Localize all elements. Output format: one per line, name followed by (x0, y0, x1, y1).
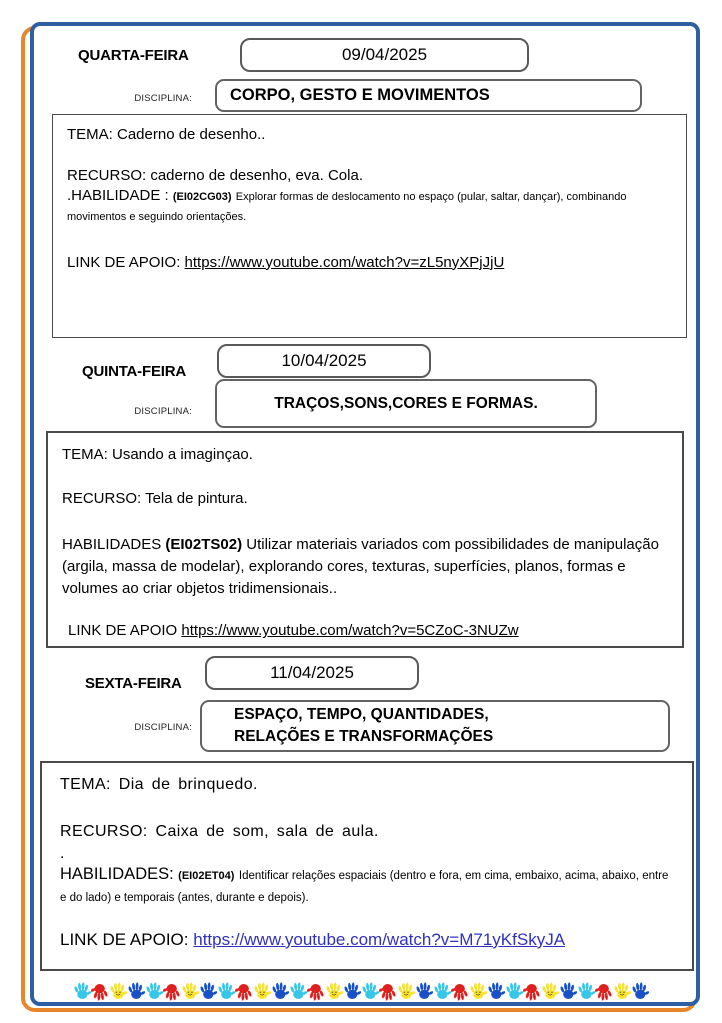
hands-row (40, 975, 682, 1005)
recurso-line: RECURSO: Tela de pintura. (62, 489, 248, 507)
link-label: LINK DE APOIO: (67, 253, 181, 271)
habilidade-line (67, 186, 672, 227)
hand-icon (127, 977, 145, 1003)
support-link-sexta[interactable]: https://www.youtube.com/watch?v=M71yKfSkyJA (193, 929, 566, 949)
link-label: LINK DE APOIO (68, 622, 178, 640)
habilidade-code: (EI02TS02) (165, 536, 243, 553)
hand-icon (217, 977, 235, 1003)
habilidade-text: Identificar relações espaciais (dentro e fora, em cima, embaixo, acima, abaixo, entre e do lado) e temporais (antes, durante e depois). (60, 869, 669, 905)
content-box-quinta (46, 431, 684, 648)
habilidades-line (60, 863, 674, 909)
link-line (60, 929, 674, 951)
hand-icon (613, 977, 631, 1003)
tema-line: TEMA: Caderno de desenho.. (67, 126, 266, 143)
discipline-value: ESPAÇO, TEMPO, QUANTIDADES, RELAÇÕES E TRANSFORMAÇÕES (234, 706, 494, 745)
habilidade-label: HABILIDADES: (60, 864, 174, 883)
hand-icon (199, 977, 217, 1003)
hand-icon (487, 977, 505, 1003)
disciplina-label: DISCIPLINA: (134, 406, 192, 417)
hand-icon (559, 977, 577, 1003)
date-value: 11/04/2025 (270, 663, 354, 682)
hand-icon (73, 977, 91, 1003)
hand-icon (181, 977, 199, 1003)
discipline-box-sexta (200, 700, 670, 752)
stray-dot: . (60, 844, 65, 862)
hand-icon (145, 977, 163, 1003)
hand-icon (271, 977, 289, 1003)
disciplina-label: DISCIPLINA: (134, 93, 192, 104)
hand-icon (433, 977, 451, 1003)
hand-icon (469, 977, 487, 1003)
link-label: LINK DE APOIO: (60, 929, 189, 949)
discipline-box-quinta (215, 379, 597, 428)
hand-icon (523, 977, 541, 1003)
link-line (67, 253, 672, 273)
date-box-quinta (217, 344, 431, 378)
hand-icon (577, 977, 595, 1003)
link-line (62, 621, 668, 641)
hand-icon (343, 977, 361, 1003)
support-link-quinta[interactable]: https://www.youtube.com/watch?v=5CZoC-3NUZw (181, 622, 519, 640)
hand-icon (415, 977, 433, 1003)
hand-icon (361, 977, 379, 1003)
hand-icon (109, 977, 127, 1003)
support-link-quarta[interactable]: https://www.youtube.com/watch?v=zL5nyXPjJjU (184, 253, 505, 271)
recurso-line: RECURSO: Caixa de som, sala de aula. (60, 822, 379, 840)
hand-icon (595, 977, 613, 1003)
hand-icon (325, 977, 343, 1003)
date-box-sexta (205, 656, 419, 690)
hand-icon (163, 977, 181, 1003)
hand-icon (307, 977, 325, 1003)
hand-icon (541, 977, 559, 1003)
content-box-quarta (52, 114, 687, 338)
day-label-quinta: QUINTA-FEIRA (82, 363, 186, 380)
hand-icon (91, 977, 109, 1003)
day-label-quarta: QUARTA-FEIRA (78, 47, 189, 64)
disciplina-label: DISCIPLINA: (134, 722, 192, 733)
discipline-value: TRAÇOS,SONS,CORES E FORMAS. (274, 394, 538, 412)
hand-icon (289, 977, 307, 1003)
habilidade-code: (EI02ET04) (178, 869, 235, 882)
hand-icon (253, 977, 271, 1003)
hand-icon (505, 977, 523, 1003)
recurso-line: RECURSO: caderno de desenho, eva. Cola. (67, 166, 363, 184)
hand-icon (379, 977, 397, 1003)
date-value: 09/04/2025 (341, 45, 428, 64)
hand-icon (631, 977, 649, 1003)
content-box-sexta (40, 761, 694, 971)
habilidade-text: Explorar formas de deslocamento no espaço (pular, saltar, dançar), combinando movimentos e seguindo orientações. (67, 191, 627, 224)
discipline-box-quarta (215, 79, 642, 112)
tema-line: TEMA: Dia de brinquedo. (60, 776, 258, 793)
hand-icon (235, 977, 253, 1003)
discipline-value: CORPO, GESTO E MOVIMENTOS (230, 86, 490, 104)
habilidades-line (62, 534, 668, 599)
hand-icon (451, 977, 469, 1003)
habilidade-text: Utilizar materiais variados com possibilidades de manipulação (argila, massa de modelar), explorando cores, texturas, superfícies, planos, formas e volumes ao criar objetos tridimensionais.. (62, 536, 659, 597)
date-value: 10/04/2025 (281, 351, 367, 370)
day-label-sexta: SEXTA-FEIRA (85, 675, 182, 692)
habilidade-label: .HABILIDADE : (67, 187, 169, 204)
date-box-quarta (240, 38, 529, 72)
hand-icon (397, 977, 415, 1003)
habilidade-label: HABILIDADES (62, 536, 162, 553)
habilidade-code: (EI02CG03) (172, 191, 232, 203)
tema-line: TEMA: Usando a imaginçao. (62, 446, 253, 463)
